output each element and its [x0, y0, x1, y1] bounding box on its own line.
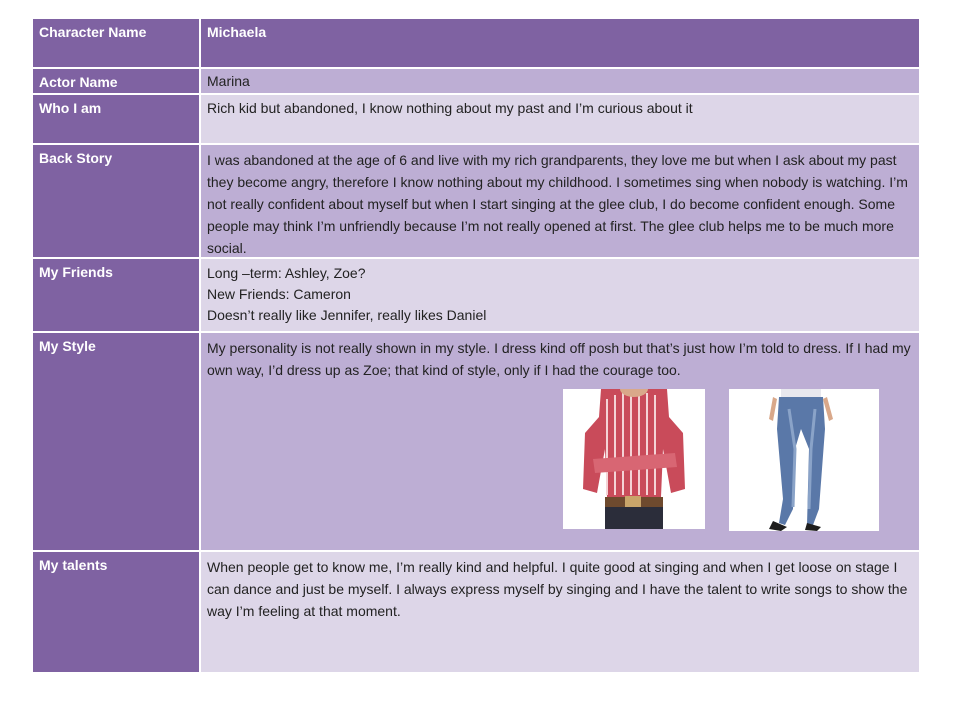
row-value: I was abandoned at the age of 6 and live with my rich grandparents, they love me but when I ask about my past they become angry, therefore I know nothing about my childhood. I sometimes sing when nobody is watching. I’m not really confident about myself but when I start singing at the glee club, I do become confident enough. Some people may think I’m unfriendly because I’m not really opened at first. The glee club helps me to be much more social. [201, 145, 919, 257]
row-label: Actor Name [33, 69, 201, 93]
row-label: My Style [33, 333, 201, 550]
table-row-my-talents [33, 552, 919, 672]
row-label: Character Name [33, 19, 201, 67]
table-row-who-i-am [33, 95, 919, 145]
friends-line: Doesn’t really like Jennifer, really likes Daniel [207, 307, 487, 323]
row-label: My talents [33, 552, 201, 672]
table-row-back-story [33, 145, 919, 259]
character-profile-table [33, 19, 919, 672]
row-label: Who I am [33, 95, 201, 143]
friends-line: Long –term: Ashley, Zoe? [207, 265, 366, 281]
row-value [201, 259, 919, 331]
row-value: When people get to know me, I’m really kind and helpful. I quite good at singing and when I get loose on stage I can dance and just be myself. I always express myself by singing and I have the talent to write songs to show the way I’m feeling at that moment. [201, 552, 919, 672]
row-value [201, 333, 919, 550]
jeans-photo [729, 389, 879, 531]
table-row-my-style [33, 333, 919, 552]
row-value: Rich kid but abandoned, I know nothing about my past and I’m curious about it [201, 95, 919, 143]
style-photos [207, 381, 913, 531]
table-row-actor-name [33, 69, 919, 95]
shirt-photo [563, 389, 705, 529]
row-value: Michaela [201, 19, 919, 67]
style-text: My personality is not really shown in my style. I dress kind off posh but that’s just how I’m told to dress. If I had my own way, I’d dress up as Zoe; that kind of style, only if I had the courage too. [207, 340, 911, 378]
row-label: Back Story [33, 145, 201, 257]
row-value: Marina [201, 69, 919, 93]
table-row-my-friends [33, 259, 919, 333]
row-label: My Friends [33, 259, 201, 331]
friends-line: New Friends: Cameron [207, 286, 351, 302]
table-row-character-name [33, 19, 919, 69]
